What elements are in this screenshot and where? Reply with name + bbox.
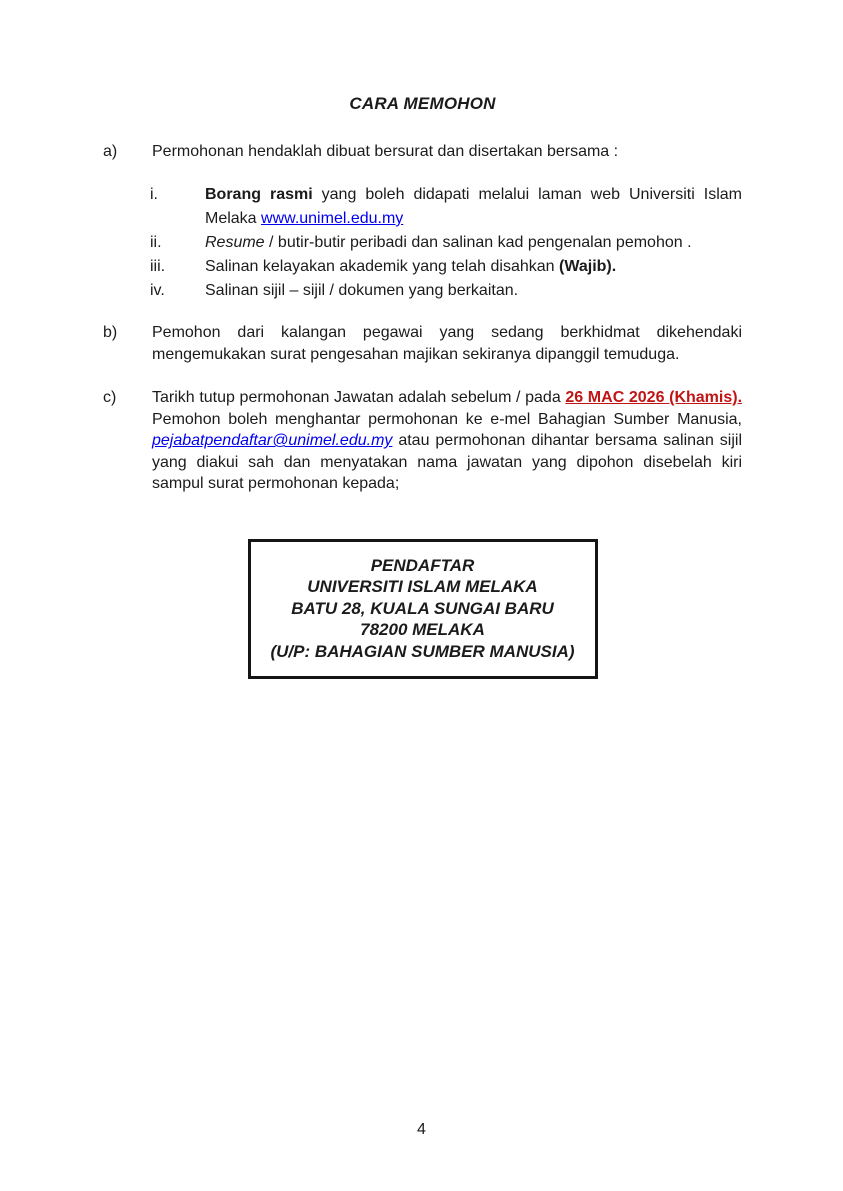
list-item-iv bbox=[150, 279, 742, 303]
section-a-label: a) bbox=[103, 143, 118, 160]
section-c-text-before-deadline: Tarikh tutup permohonan Jawatan adalah sebelum / pada bbox=[152, 389, 566, 406]
list-item-i-bold-lead: Borang rasmi bbox=[205, 186, 313, 203]
list-item-ii-italic-lead: Resume bbox=[205, 234, 265, 251]
list-item-iii-text bbox=[205, 255, 742, 279]
list-item-ii-label: ii. bbox=[150, 234, 162, 251]
list-item-iv-label: iv. bbox=[150, 282, 165, 299]
list-item-iv-text: Salinan sijil – sijil / dokumen yang berkaitan. bbox=[205, 282, 519, 299]
page-number: 4 bbox=[417, 1121, 426, 1138]
address-line-institution: UNIVERSITI ISLAM MELAKA bbox=[307, 577, 538, 597]
section-a-text: Permohonan hendaklah dibuat bersurat dan disertakan bersama : bbox=[152, 143, 619, 160]
list-item-iii-label: iii. bbox=[150, 258, 166, 275]
email-link[interactable]: pejabatpendaftar@unimel.edu.my bbox=[152, 432, 393, 450]
list-item-iii-bold-tail: (Wajib). bbox=[559, 258, 617, 275]
section-b bbox=[103, 322, 742, 366]
section-a bbox=[103, 141, 742, 163]
section-c bbox=[103, 387, 742, 495]
section-c-label: c) bbox=[103, 389, 117, 406]
section-c-text-after-deadline: Pemohon boleh menghantar permohonan ke e-mel Bahagian Sumber Manusia, bbox=[152, 410, 742, 428]
page-title: CARA MEMOHON bbox=[349, 94, 496, 113]
address-box bbox=[248, 539, 598, 680]
list-item-i-label: i. bbox=[150, 186, 158, 203]
list-item-ii-body: / butir-butir peribadi dan salinan kad pengenalan pemohon . bbox=[264, 234, 692, 251]
closing-date-text: 26 MAC 2026 (Khamis). bbox=[565, 389, 743, 406]
list-item-i-text bbox=[205, 183, 742, 231]
list-item-i-body: yang boleh didapati melalui laman web Universiti Islam Melaka bbox=[205, 186, 742, 227]
address-line-street: BATU 28, KUALA SUNGAI BARU bbox=[291, 598, 554, 618]
attachment-checklist bbox=[150, 183, 742, 303]
section-b-label: b) bbox=[103, 324, 118, 341]
section-c-text bbox=[152, 387, 742, 495]
section-b-text: Pemohon dari kalangan pegawai yang sedang berkhidmat dikehendaki mengemukakan surat pengesahan majikan sekiranya dipanggil temuduga. bbox=[152, 324, 742, 363]
address-line-postcode: 78200 MELAKA bbox=[360, 620, 485, 640]
list-item-iii bbox=[150, 255, 742, 279]
section-c-text-after-email: atau permohonan dihantar bersama salinan sijil yang diakui sah dan menyatakan nama jawatan yang dipohon disebelah kiri sampul surat permohonan kepada; bbox=[152, 432, 742, 493]
website-link[interactable]: www.unimel.edu.my bbox=[261, 210, 404, 227]
list-item-iii-body: Salinan kelayakan akademik yang telah disahkan bbox=[205, 258, 560, 275]
list-item-ii bbox=[150, 231, 742, 255]
address-line-recipient: PENDAFTAR bbox=[370, 555, 475, 575]
address-line-attention: (U/P: BAHAGIAN SUMBER MANUSIA) bbox=[270, 641, 575, 661]
list-item-i bbox=[150, 183, 742, 231]
list-item-ii-text bbox=[205, 231, 742, 255]
